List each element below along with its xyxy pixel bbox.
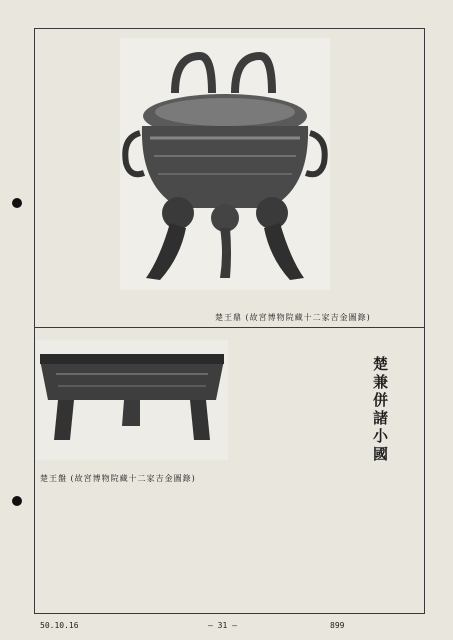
top-photo-caption: 楚王鼎 (故宮博物院藏十二家吉金圖錄) xyxy=(215,313,371,322)
section-title: 楚兼併諸小國 xyxy=(371,356,389,464)
footer-date: 50.10.16 xyxy=(40,621,79,630)
top-rule xyxy=(34,28,424,29)
footer-serial: 899 xyxy=(330,621,345,630)
bottom-photo-caption: 楚王盤 (故宮博物院藏十二家吉金圖錄) xyxy=(40,474,196,483)
left-margin-rule xyxy=(34,28,35,614)
binding-hole-bottom xyxy=(12,496,22,506)
middle-divider xyxy=(34,327,424,328)
footer-page-number: — 31 — xyxy=(208,621,237,630)
right-margin-rule xyxy=(424,28,425,614)
binding-hole-top xyxy=(12,198,22,208)
pan-vessel-photo xyxy=(36,340,228,460)
bottom-rule xyxy=(34,613,424,614)
ding-vessel-photo xyxy=(120,38,330,290)
